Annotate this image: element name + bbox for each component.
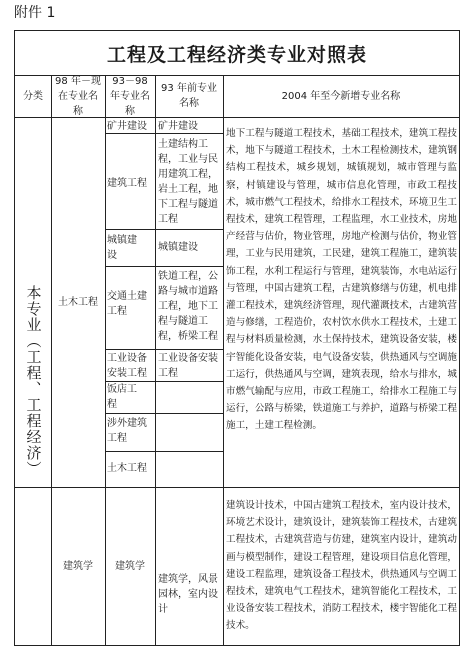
table-title: 工程及工程经济类专业对照表 xyxy=(106,43,367,66)
major-93-row-3: 城镇建设 xyxy=(107,235,137,261)
divider xyxy=(105,451,223,452)
header-pre93-major: 93 年前专业名称 xyxy=(161,83,217,109)
major-93-architecture: 建筑学 xyxy=(115,560,145,572)
major-93-row-1: 矿井建设 xyxy=(107,121,147,132)
new-majors-civil: 地下工程与隧道工程技术，基础工程技术，建筑工程技术，地下与隧道工程技术，土木工程检测技术，建筑钢结构工程技术，城乡规划，城镇规划，城市管理与监察，村镇建设与管理，城市信息化管理，市政工程技术，城市燃气工程技术，给排水工程技术，环境卫生工程技术，建筑工程管理，工程监理，水工业技术，房地产经营与估价，物业管理，房地产检测与估价，物业管理，工业与民用建筑，工民建，建筑工程施工，建筑装饰工程，水利工程运行与管理，建筑装饰，水电站运行与管理，中国古建筑工程，古建筑修缮与仿建，机电排灌工程技术，建筑经济管理，现代灌溉技术，古建筑营造与修缮，工程造价，农村饮水供水工程技术，土建工程与材料质量检测，水土保持技术，建筑设备安装，楼宇智能化设备安装，电气设备安装，供热通风与空调施工运行，供热通风与空调，建筑表现，给水与排水，城市燃气输配与应用，市政工程施工，给排水工程施工与运行，公路与桥梁，铁道施工与养护，道路与桥梁工程施工，土建工程检测。 xyxy=(226,128,457,432)
major-98-architecture: 建筑学 xyxy=(63,560,93,572)
category-undergrad xyxy=(15,117,51,645)
major-93-row-2: 建筑工程 xyxy=(107,178,147,189)
divider xyxy=(155,75,156,645)
divider xyxy=(105,229,223,230)
header-2004-major: 2004 年至今新增专业名称 xyxy=(281,90,401,102)
divider xyxy=(223,75,224,645)
major-93-row-5: 工业设备安装工程 xyxy=(107,353,147,379)
pre93-row-4: 铁道工程，公路与城市道路工程，地下工程与隧道工程，桥梁工程 xyxy=(158,271,218,342)
pre93-row-1: 矿井建设 xyxy=(158,121,198,132)
header-93-major: 93－98 年专业名称 xyxy=(110,75,150,117)
new-majors-architecture: 建筑设计技术，中国古建筑工程技术，室内设计技术，环境艺术设计，建筑设计，建筑装饰工程技术，古建筑工程技术，古建筑营造与仿建，建筑室内设计，建筑动画与模型制作，建设工程管理，建设项目信息化管理，建设工程监理，建筑设备工程技术，供热通风与空调工程技术，建筑电气工程技术，建筑智能化工程技术，工业设备安装工程技术，消防工程技术，楼宇智能化工程技术。 xyxy=(226,500,457,632)
pre93-architecture: 建筑学，风景园林，室内设计 xyxy=(158,574,218,615)
attachment-label: 附件 1 xyxy=(14,5,56,21)
divider xyxy=(105,413,223,414)
pre93-row-3: 城镇建设 xyxy=(158,242,198,253)
table-title-row xyxy=(15,31,459,76)
major-93-row-4: 交通土建工程 xyxy=(107,291,147,317)
major-98-civil: 土木工程 xyxy=(58,296,98,308)
category-label: 本专业（工程、工程经济） xyxy=(24,285,43,477)
pre93-row-5: 工业设备安装工程 xyxy=(158,353,218,379)
divider xyxy=(105,349,223,350)
major-93-row-7: 涉外建筑工程 xyxy=(107,418,147,444)
major-93-row-6: 饭店工程 xyxy=(107,384,137,410)
pre93-row-2: 土建结构工程，工业与民用建筑工程，岩土工程，地下工程与隧道工程 xyxy=(158,139,218,225)
header-98-major: 98 年－现在专业名称 xyxy=(55,75,101,117)
divider xyxy=(105,266,223,267)
header-category: 分类 xyxy=(23,90,43,102)
major-93-row-8: 土木工程 xyxy=(107,463,147,474)
comparison-table xyxy=(14,30,460,646)
